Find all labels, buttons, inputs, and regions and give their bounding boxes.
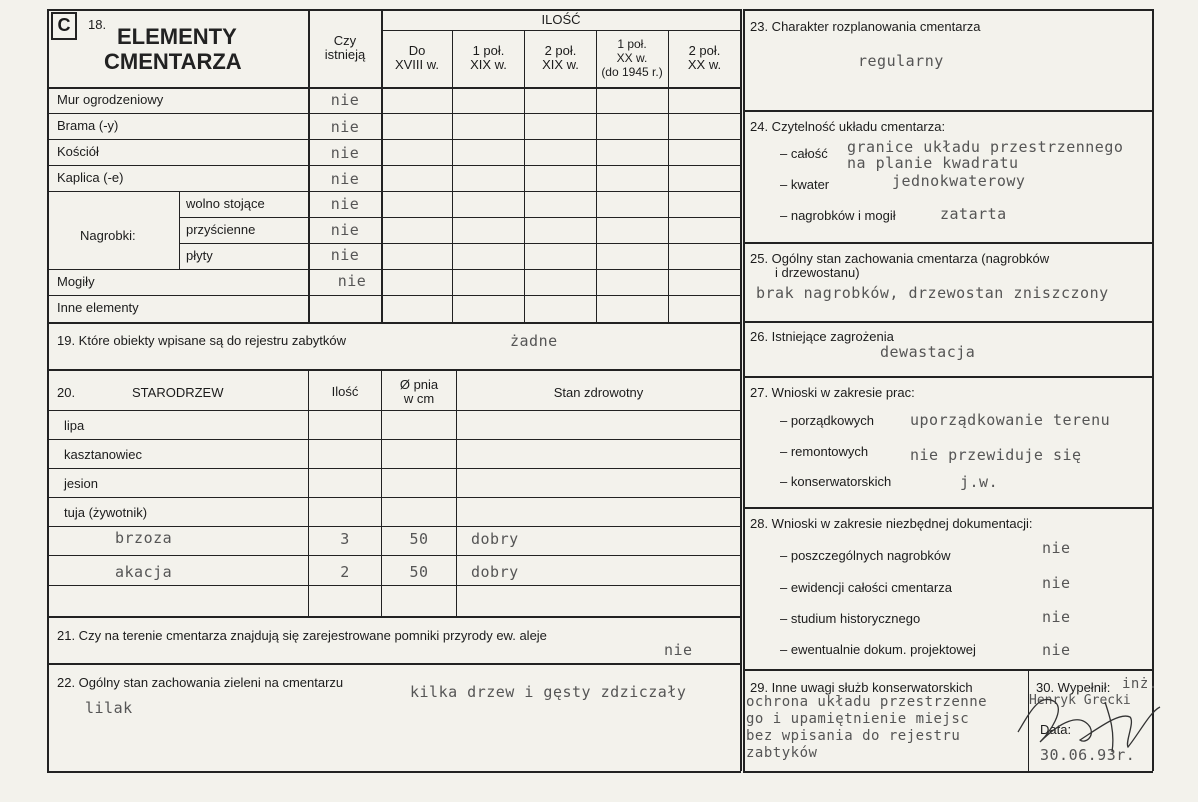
section-22-value2: lilak — [85, 699, 133, 717]
row-label-wolno-stojace: wolno stojące — [186, 196, 265, 211]
s29-line2: go i upamiętnienie miejsc — [746, 711, 970, 727]
s27-konserwatorskich-label: – konserwatorskich — [780, 474, 892, 489]
section-23-value: regularny — [858, 52, 944, 70]
s27-porzadkowych-label: – porządkowych — [780, 413, 874, 428]
row-value-mogily: nie — [337, 272, 367, 290]
nagrobki-label: Nagrobki: — [80, 228, 136, 243]
section-22-value1: kilka drzew i gęsty zdziczały — [410, 683, 687, 701]
section-27-label: 27. Wnioski w zakresie prac: — [750, 385, 915, 400]
tree-jesion: jesion — [64, 476, 98, 491]
section-18-number: 18. — [88, 17, 107, 32]
row-label-kaplica: Kaplica (-e) — [57, 170, 124, 185]
s27-remontowych-label: – remontowych — [780, 444, 869, 459]
tree-lipa: lipa — [64, 418, 85, 433]
tree-tuja: tuja (żywotnik) — [64, 505, 148, 520]
row-label-inne: Inne elementy — [57, 300, 139, 315]
row-label-plyty: płyty — [186, 248, 213, 263]
tree-brzoza-state: dobry — [471, 530, 519, 548]
row-value-brama: nie — [330, 118, 360, 136]
tree-akacja-state: dobry — [471, 563, 519, 581]
row-value-kosciol: nie — [330, 144, 360, 162]
tree-kasztanowiec: kasztanowiec — [64, 447, 143, 462]
section-25-value: brak nagrobków, drzewostan zniszczony — [756, 284, 1109, 302]
row-value-mur: nie — [330, 91, 360, 109]
s29-line4: zabtyków — [746, 745, 818, 761]
section-29-label: 29. Inne uwagi służb konserwatorskich — [750, 680, 973, 695]
s20-col-ilosc: Ilość — [331, 384, 359, 399]
s29-line1: ochrona układu przestrzenne — [746, 694, 988, 710]
col-header-ilosc: ILOŚĆ — [541, 12, 581, 27]
s27-konserwatorskich-value: j.w. — [960, 473, 999, 491]
s27-remontowych-value: nie przewiduje się — [910, 446, 1082, 464]
tree-akacja-count: 2 — [340, 563, 350, 581]
s24-calosc-value1: granice układu przestrzennego — [847, 138, 1124, 156]
s28-item3-label: – studium historycznego — [780, 611, 921, 626]
section-21-label: 21. Czy na terenie cmentarza znajdują się zarejestrowane pomniki przyrody ew. aleje — [57, 628, 547, 643]
row-label-brama: Brama (-y) — [57, 118, 119, 133]
section-18-title-line1: ELEMENTY — [117, 24, 237, 49]
section-28-label: 28. Wnioski w zakresie niezbędnej dokumentacji: — [750, 516, 1033, 531]
section-20-number: 20. — [57, 385, 76, 400]
s28-item1-value: nie — [1042, 539, 1071, 557]
tree-brzoza-count: 3 — [340, 530, 350, 548]
section-21-value: nie — [664, 641, 693, 659]
tree-brzoza-diam: 50 — [409, 530, 429, 548]
row-label-przyscienne: przyścienne — [186, 222, 256, 237]
s30-date-label: Data: — [1040, 722, 1072, 737]
s30-name: Henryk Grecki — [1029, 693, 1131, 708]
s24-calosc-value2: na planie kwadratu — [847, 154, 1019, 172]
s24-calosc-label: – całość — [780, 146, 828, 161]
row-label-mogily: Mogiły — [57, 274, 95, 289]
s28-item2-label: – ewidencji całości cmentarza — [780, 580, 952, 595]
row-value-przyscienne: nie — [330, 221, 360, 239]
ilosc-col-4: 2 poł. XX w. — [687, 43, 722, 72]
section-c-box — [51, 12, 77, 40]
section-20-title: STARODRZEW — [132, 385, 224, 400]
section-22-label: 22. Ogólny stan zachowania zieleni na cmentarzu — [57, 675, 344, 690]
s30-title: inż. — [1122, 676, 1158, 692]
section-23-label: 23. Charakter rozplanowania cmentarza — [750, 19, 981, 34]
ilosc-col-3: 1 poł. XX w. (do 1945 r.) — [601, 37, 663, 79]
section-18-title-line2: CMENTARZA — [104, 49, 242, 74]
ilosc-col-2: 2 poł. XIX w. — [542, 43, 579, 72]
s20-col-stan: Stan zdrowotny — [553, 385, 644, 400]
s24-kwater-label: – kwater — [780, 177, 830, 192]
tree-akacja: akacja — [115, 563, 173, 581]
row-label-kosciol: Kościół — [57, 144, 99, 159]
tree-brzoza: brzoza — [115, 529, 173, 547]
ilosc-col-1: 1 poł. XIX w. — [470, 43, 507, 72]
s24-nagrobkow-value: zatarta — [940, 205, 1007, 223]
s28-item4-label: – ewentualnie dokum. projektowej — [780, 642, 976, 657]
section-24-label: 24. Czytelność układu cmentarza: — [750, 119, 946, 134]
col-header-czy: Czy istnieją — [324, 33, 366, 62]
s24-kwater-value: jednokwaterowy — [892, 172, 1026, 190]
signature — [1010, 672, 1170, 762]
s28-item1-label: – poszczególnych nagrobków — [780, 548, 951, 563]
section-c-label: C — [57, 15, 71, 35]
section-26-value: dewastacja — [880, 343, 976, 361]
s30-date: 30.06.93r. — [1040, 746, 1136, 764]
s24-nagrobkow-label: – nagrobków i mogił — [780, 208, 896, 223]
tree-akacja-diam: 50 — [409, 563, 429, 581]
row-label-mur: Mur ogrodzeniowy — [57, 92, 164, 107]
s28-item4-value: nie — [1042, 641, 1071, 659]
s28-item2-value: nie — [1042, 574, 1071, 592]
ilosc-col-0: Do XVIII w. — [394, 43, 440, 72]
section-19-value: żadne — [510, 332, 558, 350]
row-value-kaplica: nie — [330, 170, 360, 188]
section-25-label2: i drzewostanu) — [775, 265, 860, 280]
s28-item3-value: nie — [1042, 608, 1071, 626]
s27-porzadkowych-value: uporządkowanie terenu — [910, 411, 1111, 429]
section-30-label: 30. Wypełnił: — [1036, 680, 1111, 695]
s20-col-pien: Ø pnia w cm — [399, 377, 439, 406]
s29-line3: bez wpisania do rejestru — [746, 728, 961, 744]
section-25-label1: 25. Ogólny stan zachowania cmentarza (nagrobków — [750, 251, 1050, 266]
section-19-label: 19. Które obiekty wpisane są do rejestru zabytków — [57, 333, 347, 348]
section-26-label: 26. Istniejące zagrożenia — [750, 329, 894, 344]
row-value-wolno-stojace: nie — [330, 195, 360, 213]
row-value-plyty: nie — [330, 246, 360, 264]
